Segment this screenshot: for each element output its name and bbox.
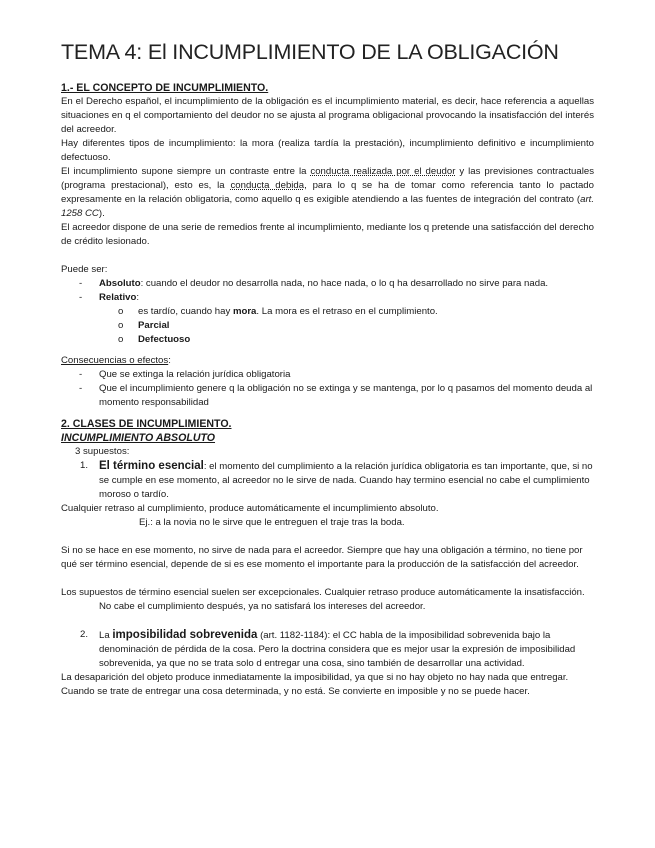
list-item: - Absoluto: cuando el deudor no desarrolla nada, no hace nada, o lo q ha desarrollado no sirve para nada.	[61, 277, 594, 291]
paragraph: Puede ser:	[61, 264, 108, 275]
sub-list-item: o es tardío, cuando hay mora. La mora es el retraso en el cumplimiento.	[61, 305, 594, 319]
list-item: - Que el incumplimiento genere q la obligación no se extinga y se mantenga, por lo q pasamos del momento deuda al momento responsabilidad	[61, 382, 594, 410]
paragraph: En el Derecho español, el incumplimiento de la obligación es el incumplimiento material, es decir, hace referencia a aquellas situaciones en q el comportamiento del deudor no se ajusta al programa obligacional provocando la insatisfacción del interés del acreedor.	[61, 96, 594, 135]
list-item: - Relativo:	[61, 291, 594, 305]
paragraph: No cabe el cumplimiento después, ya no satisfará los intereses del acreedor.	[99, 601, 426, 612]
paragraph: 3 supuestos:	[75, 446, 130, 457]
paragraph: Hay diferentes tipos de incumplimiento: la mora (realiza tardía la prestación), incumplimiento definitivo e incumplimiento defectuoso.	[61, 138, 594, 163]
paragraph: Cuando se trate de entregar una cosa determinada, y no está. Se convierte en imposible y no se puede hacer.	[61, 686, 530, 697]
section-2-heading: 2. CLASES DE INCUMPLIMIENTO.	[61, 418, 232, 430]
underlined-term: conducta debida	[230, 180, 305, 191]
article-reference: art. 1258 CC	[61, 194, 594, 219]
paragraph: Consecuencias o efectos:	[61, 355, 171, 366]
paragraph: El incumplimiento supone siempre un contraste entre la conducta realizada por el deudor y las previsiones contractuales (programa prestacional), esto es, la conducta debida, para lo q se ha de tomar como referencia tanto lo pactado expresamente en la relación obligatoria, como aquello q es exigible atendiendo a las fuentes de integración del contrato (art. 1258 CC).	[61, 166, 594, 219]
document-body	[61, 81, 594, 699]
example: Ej.: a la novia no le sirve que le entreguen el traje tras la boda.	[139, 517, 405, 528]
subsection-heading: INCUMPLIMIENTO ABSOLUTO	[61, 432, 216, 444]
page-title: TEMA 4: El INCUMPLIMIENTO DE LA OBLIGACIÓN	[61, 40, 559, 64]
numbered-item: 1. El término esencial: el momento del cumplimiento a la relación jurídica obligatoria es tan importante, que, si no se cumple en ese momento, al acreedor no le sirve de nada. Cuando hay termino esencial no cabe el cumplimiento moroso o tardío.	[80, 460, 593, 500]
underlined-term: conducta realizada por el deudor	[310, 166, 456, 177]
sub-list-item: o Defectuoso	[61, 333, 594, 347]
paragraph: Los supuestos de término esencial suelen ser excepcionales. Cualquier retraso produce automáticamente la insatisfacción.	[61, 587, 585, 598]
paragraph: Cualquier retraso al cumplimiento, produce automáticamente el incumplimiento absoluto.	[61, 503, 439, 514]
paragraph: Si no se hace en ese momento, no sirve de nada para el acreedor. Siempre que hay una obligación a término, no tiene por qué ser término esencial, depende de si es ese momento el importante para la producción de la satisfacción del acreedor.	[61, 545, 583, 570]
paragraph: La desaparición del objeto produce inmediatamente la imposibilidad, ya que si no hay objeto no hay nada que entregar.	[61, 672, 569, 683]
sub-list-item: o Parcial	[61, 319, 594, 333]
list-item: - Que se extinga la relación jurídica obligatoria	[61, 368, 594, 382]
numbered-item: 2. La imposibilidad sobrevenida (art. 1182-1184): el CC habla de la imposibilidad sobrevenida bajo la denominación de pérdida de la cosa. Pero la doctrina considera que es mejor usar la expresión de imposibilidad sobrevenida, ya que no se trata solo d entregar una cosa, sino también de desarrollar una actividad.	[80, 629, 576, 669]
paragraph: El acreedor dispone de una serie de remedios frente al incumplimiento, mediante los q pretende una satisfacción del derecho de crédito lesionado.	[61, 222, 594, 247]
section-1-heading: 1.- EL CONCEPTO DE INCUMPLIMIENTO.	[61, 82, 269, 94]
